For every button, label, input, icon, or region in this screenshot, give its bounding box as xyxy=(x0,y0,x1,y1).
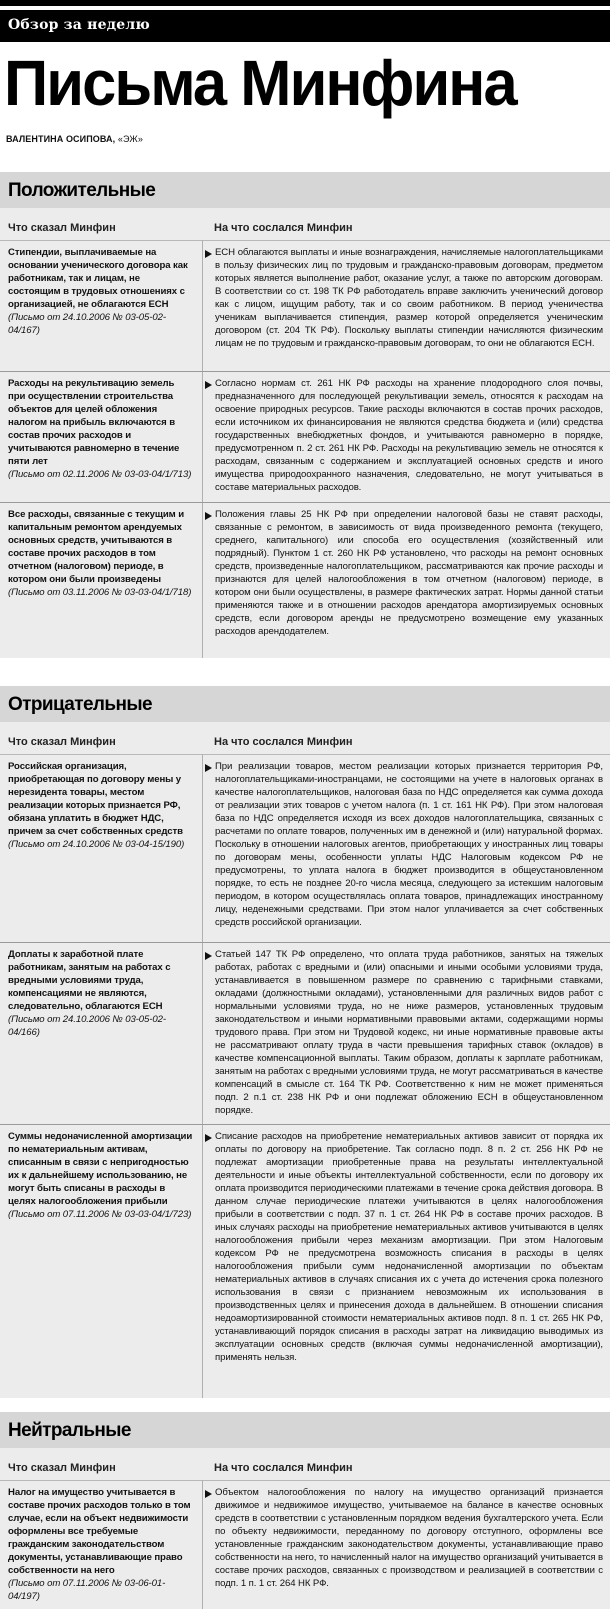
rubric-bar xyxy=(0,10,610,42)
answer-text: Согласно нормам ст. 261 НК РФ расходы на хранение плодородного слоя почвы, предназначенного для последующей рекультивации земель, относятся к расходам на освоение природных ресурсов. Такие расходы включаются в состав прочих расходов, если источником их финансирования не являются средства бюджета и (или) средства государственных внебюджетных фондов, и учитываются равномерно в порядке, предусмотренном п. 2 ст. 261 НК РФ. Расходы на рекультивацию земель не относятся к расходам, связанным с содержанием и эксплуатацией основных средств и иного имущества природоохранного назначения, следовательно, не могут учитываться в составе материальных расходов. xyxy=(215,378,603,493)
letter-reference: (Письмо от 07.11.2006 № 03-03-04/1/723) xyxy=(8,1209,192,1220)
rubric-label: Обзор за неделю xyxy=(8,17,150,33)
column-header-left: Что сказал Минфин xyxy=(8,222,116,234)
letter-reference: (Письмо от 24.10.2006 № 03-05-02-04/166) xyxy=(8,1014,166,1038)
section-title: Нейтральные xyxy=(8,1420,131,1441)
answer-text: При реализации товаров, местом реализации которых признается территория РФ, налогоплательщиками-иностранцами, не состоящими на учете в налоговых органах в качестве налогоплательщиков, налоговая база по НДС определяется как сумма дохода от реализации этих товаров с учетом налога (п. 1 ст. 161 НК РФ). При этом налоговая база по НДС определяется исходя из всех доходов налогоплательщика, связанных с расчетами по оплате товаров, полученных им в денежной и (или) натуральной формах. Поскольку в отношении налоговых агентов, приобретающих у иностранных лиц товары по договорам мены, особенности уплаты НДС Налоговым кодексом РФ не предусмотрены, то уплата налога в бюджет производится в общеустановленном порядке, то есть не позднее 20-го числа месяца, следующего за истекшим налоговым периодом, в котором осуществлялась оплата товаров, принадлежащих иностранному лицу, неденежными средствами. При этом налог уплачивается за счет собственных средств российской организации. xyxy=(215,761,603,928)
section-positive xyxy=(0,172,610,658)
row-question xyxy=(8,760,193,851)
section-title: Отрицательные xyxy=(8,694,152,715)
row-question xyxy=(8,1130,193,1221)
column-header-left: Что сказал Минфин xyxy=(8,1462,116,1474)
arrow-icon xyxy=(205,764,212,772)
row-question xyxy=(8,246,193,337)
column-header-right: На что сослался Минфин xyxy=(214,1462,353,1474)
section-title: Положительные xyxy=(8,180,156,201)
question-text: Стипендии, выплачиваемые на основании ученического договора как работникам, так и лицам, не состоящим в трудовых отношениях с организацией, не облагаются ЕСН xyxy=(8,247,188,310)
section-header xyxy=(0,1412,610,1448)
letter-reference: (Письмо от 02.11.2006 № 03-03-04/1/713) xyxy=(8,469,192,480)
section-negative xyxy=(0,686,610,1398)
row-question xyxy=(8,1486,193,1603)
column-header-left: Что сказал Минфин xyxy=(8,736,116,748)
row-question xyxy=(8,948,193,1039)
column-header-right: На что сослался Минфин xyxy=(214,736,353,748)
question-text: Все расходы, связанные с текущим и капитальным ремонтом арендуемых основных средств, учитываются в составе прочих расходов в том отчетном (налоговом) периоде, в котором они были произведены xyxy=(8,509,185,585)
question-text: Российская организация, приобретающая по договору мены у нерезидента товары, местом реализации которых признается РФ, обязана уплатить в бюджет НДС, причем за счет собственных средств xyxy=(8,761,183,837)
answer-text: ЕСН облагаются выплаты и иные вознаграждения, начисляемые налогоплательщиками в пользу физических лиц по трудовым и гражданско-правовым договорам, предметом которых является выполнение работ, оказание услуг, а также по авторским договорам. В соответствии со ст. 198 ТК РФ работодатель вправе заключить ученический договор как с лицом, ищущим работу, так и со своим работником. В период ученичества ученикам выплачивается стипендия, размер которой определяется ученическим договором (ст. 204 ТК РФ). Поскольку выплаты стипендии начисляются физическим лицам не по трудовым и гражданско-правовым договорам, то они не облагаются ЕСН. xyxy=(215,247,603,349)
letter-reference: (Письмо от 07.11.2006 № 03-06-01-04/197) xyxy=(8,1578,166,1602)
arrow-icon xyxy=(205,512,212,520)
byline-author: ВАЛЕНТИНА ОСИПОВА xyxy=(6,134,113,144)
question-text: Доплаты к заработной плате работникам, занятым на работах с вредными условиями труда, компенсациями не являются, следовательно, облагаются ЕСН xyxy=(8,949,171,1012)
letter-reference: (Письмо от 03.11.2006 № 03-03-04/1/718) xyxy=(8,587,192,598)
section-header xyxy=(0,686,610,722)
row-question xyxy=(8,508,193,599)
section-header xyxy=(0,172,610,208)
letter-reference: (Письмо от 24.10.2006 № 03-05-02-04/167) xyxy=(8,312,166,336)
arrow-icon xyxy=(205,1490,212,1498)
byline-org: «ЭЖ» xyxy=(117,134,143,144)
letter-reference: (Письмо от 24.10.2006 № 03-04-15/190) xyxy=(8,839,185,850)
column-header-right: На что сослался Минфин xyxy=(214,222,353,234)
arrow-icon xyxy=(205,250,212,258)
row-question xyxy=(8,377,193,481)
byline: ВАЛЕНТИНА ОСИПОВА, «ЭЖ» xyxy=(6,134,143,144)
arrow-icon xyxy=(205,381,212,389)
arrow-icon xyxy=(205,1134,212,1142)
answer-text: Списание расходов на приобретение нематериальных активов зависит от порядка их оплаты по договору на приобретение. Так согласно подп. 8 п. 2 ст. 256 НК РФ не подлежат амортизации приобретенные права на результаты интеллектуальной деятельности и иные объекты интеллектуальной собственности, если по договору их оплата производится периодическими платежами в течение срока действия договора. В данном случае периодические платежи учитываются в целях налогообложения прибыли в соответствии с подп. 37 п. 1 ст. 264 НК РФ в составе прочих расходов. В иных случаях расходы на приобретение нематериальных активов учитываются в целях налогообложения прибыли через механизм амортизации. При этом Налоговым кодексом РФ не предусмотрена возможность списания в расходы в целях налогообложения прибыли сумм недоначисленной амортизации по объектам нематериальных активов в случаях списания их с учета до истечения срока полезного использования в связи с признанием невозможным их использования в производственных целях и принесения дохода в дальнейшем. В отношении списания недоамортизированной стоимости нематериальных активов подп. 8 п. 1 ст. 265 НК РФ, устанавливающий порядок списания в расходы затрат на ликвидацию выводимых из эксплуатации основных средств (включая суммы недоначисленной амортизации), применять нельзя. xyxy=(215,1131,603,1363)
answer-text: Положения главы 25 НК РФ при определении налоговой базы не ставят расходы, связанные с ремонтом, в зависимость от вида произведенного ремонта (текущего, среднего, капитального) или способа его осуществления (хозяйственный или подрядный). Пунктом 1 ст. 260 НК РФ установлено, что расходы на ремонт основных средств, произведенные налогоплательщиком, рассматриваются как прочие расходы и признаются для целей налогообложения в том отчетном (налоговом) периоде, в котором они были осуществлены, в размере фактических затрат. Нормы данной статьи применяются также и в отношении расходов арендатора амортизируемых основных средств, если договором аренды не предусмотрено возмещение ему указанных расходов арендодателем. xyxy=(215,509,603,637)
section-neutral xyxy=(0,1412,610,1609)
answer-text: Статьей 147 ТК РФ определено, что оплата труда работников, занятых на тяжелых работах, работах с вредными и (или) опасными и иными особыми условиями труда, устанавливается в повышенном размере по сравнению с тарифными ставками, окладами (должностными окладами), установленными для различных видов работ с нормальными условиями труда, но не ниже размеров, установленных трудовым законодательством и иными нормативными правовыми актами, содержащими нормы трудового права. При этом ни Трудовой кодекс, ни иные нормативные правовые акты не рассматривают оплату труда в части превышения тарифных ставок (окладов) в качестве компенсационной выплаты. Таким образом, доплаты к зарплате работникам, занятым на работах с вредными условиями труда, не могут рассматриваться в качестве компенсаций в смысле ст. 164 ТК РФ. Соответственно к ним не может применяться подп. 2 п.1 ст. 238 НК РФ и они подлежат обложению ЕСН в общеустановленном порядке. xyxy=(215,949,603,1116)
question-text: Налог на имущество учитывается в составе прочих расходов только в том случае, если на объект недвижимости оформлены все требуемые гражданским законодательством документы, устанавливающие право собственности на него xyxy=(8,1487,191,1576)
answer-text: Объектом налогообложения по налогу на имущество организаций признается движимое и недвижимое имущество, учитываемое на балансе в качестве основных средств в соответствии с установленным порядком ведения бухгалтерского учета. Если по объекту недвижимости, переданному по договору отступного, оформлены все установленные гражданским законодательством документы, устанавливающие право собственности на него, то начисленный налог на имущество организаций учитывается в составе прочих расходов, связанных с производством и реализацией в соответствии с подп. 1 п. 1 ст. 264 НК РФ. xyxy=(215,1487,603,1589)
page-title: Письма Минфина xyxy=(4,47,516,119)
question-text: Расходы на рекультивацию земель при осуществлении строительства объектов для целей обложения налогом на прибыль включаются в состав прочих расходов и учитываются равномерно в течение пяти лет xyxy=(8,378,180,467)
arrow-icon xyxy=(205,952,212,960)
question-text: Суммы недоначисленной амортизации по нематериальным активам, списанным в связи с непригодностью их к дальнейшему использованию, не могут быть списаны в расходы в целях налогообложения прибыли xyxy=(8,1131,193,1207)
